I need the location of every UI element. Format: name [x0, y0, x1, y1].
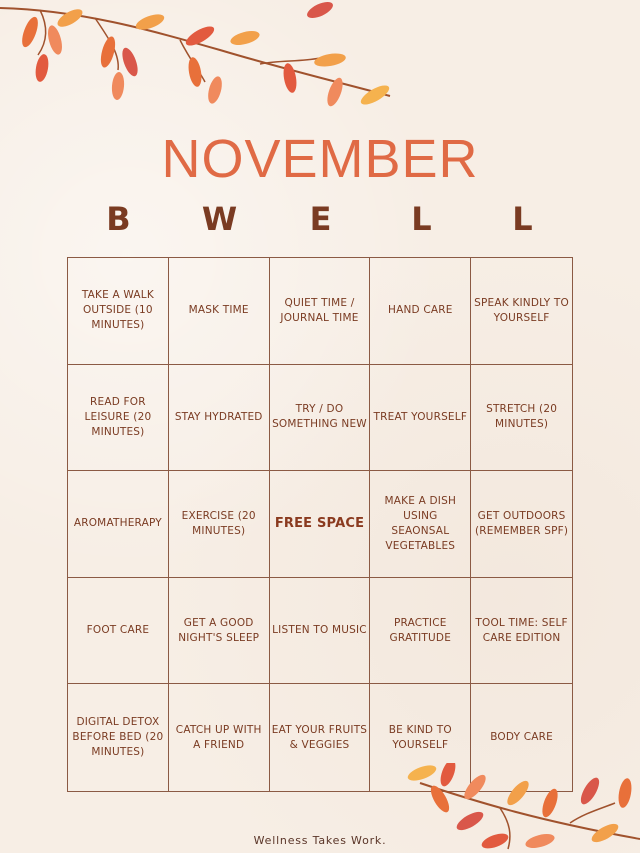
bingo-cell[interactable]: HAND CARE: [370, 258, 471, 365]
bingo-letter: L: [411, 200, 432, 238]
bingo-cell[interactable]: EXERCISE (20 MINUTES): [169, 471, 270, 578]
bingo-grid: [67, 257, 573, 792]
bingo-cell[interactable]: FOOT CARE: [68, 578, 169, 685]
bingo-cell[interactable]: DIGITAL DETOX BEFORE BED (20 MINUTES): [68, 684, 169, 791]
bingo-cell[interactable]: TREAT YOURSELF: [370, 365, 471, 472]
bingo-letter: W: [201, 200, 238, 238]
bingo-cell[interactable]: MAKE A DISH USING SEAONSAL VEGETABLES: [370, 471, 471, 578]
bingo-cell[interactable]: CATCH UP WITH A FRIEND: [169, 684, 270, 791]
bingo-letter: B: [106, 200, 131, 238]
bingo-cell[interactable]: QUIET TIME / JOURNAL TIME: [270, 258, 371, 365]
bingo-cell[interactable]: TRY / DO SOMETHING NEW: [270, 365, 371, 472]
bingo-letter: L: [512, 200, 533, 238]
bingo-header: [68, 200, 573, 248]
bingo-cell[interactable]: STAY HYDRATED: [169, 365, 270, 472]
bingo-cell[interactable]: AROMATHERAPY: [68, 471, 169, 578]
bingo-cell[interactable]: TOOL TIME: SELF CARE EDITION: [471, 578, 572, 685]
month-title: NOVEMBER: [161, 129, 479, 189]
bingo-cell[interactable]: BODY CARE: [490, 731, 553, 744]
bingo-cell[interactable]: STRETCH (20 MINUTES): [471, 365, 572, 472]
bingo-cell[interactable]: TAKE A WALK OUTSIDE (10 MINUTES): [68, 258, 169, 365]
bingo-cell[interactable]: PRACTICE GRATITUDE: [370, 578, 471, 685]
bingo-cell[interactable]: GET OUTDOORS (REMEMBER SPF): [471, 471, 572, 578]
bingo-cell[interactable]: LISTEN TO MUSIC: [270, 578, 371, 685]
bingo-cell[interactable]: READ FOR LEISURE (20 MINUTES): [68, 365, 169, 472]
autumn-branch-top-icon: [0, 0, 400, 120]
bingo-cell[interactable]: BE KIND TO YOURSELF: [370, 684, 471, 791]
footer-tagline: Wellness Takes Work.: [253, 834, 387, 847]
bingo-cell[interactable]: SPEAK KINDLY TO YOURSELF: [471, 258, 572, 365]
bingo-cell[interactable]: EAT YOUR FRUITS & VEGGIES: [270, 684, 371, 791]
bingo-cell[interactable]: GET A GOOD NIGHT'S SLEEP: [169, 578, 270, 685]
bingo-letter: E: [309, 200, 332, 238]
bingo-cell[interactable]: MASK TIME: [169, 258, 270, 365]
free-space-cell[interactable]: FREE SPACE: [270, 471, 371, 578]
